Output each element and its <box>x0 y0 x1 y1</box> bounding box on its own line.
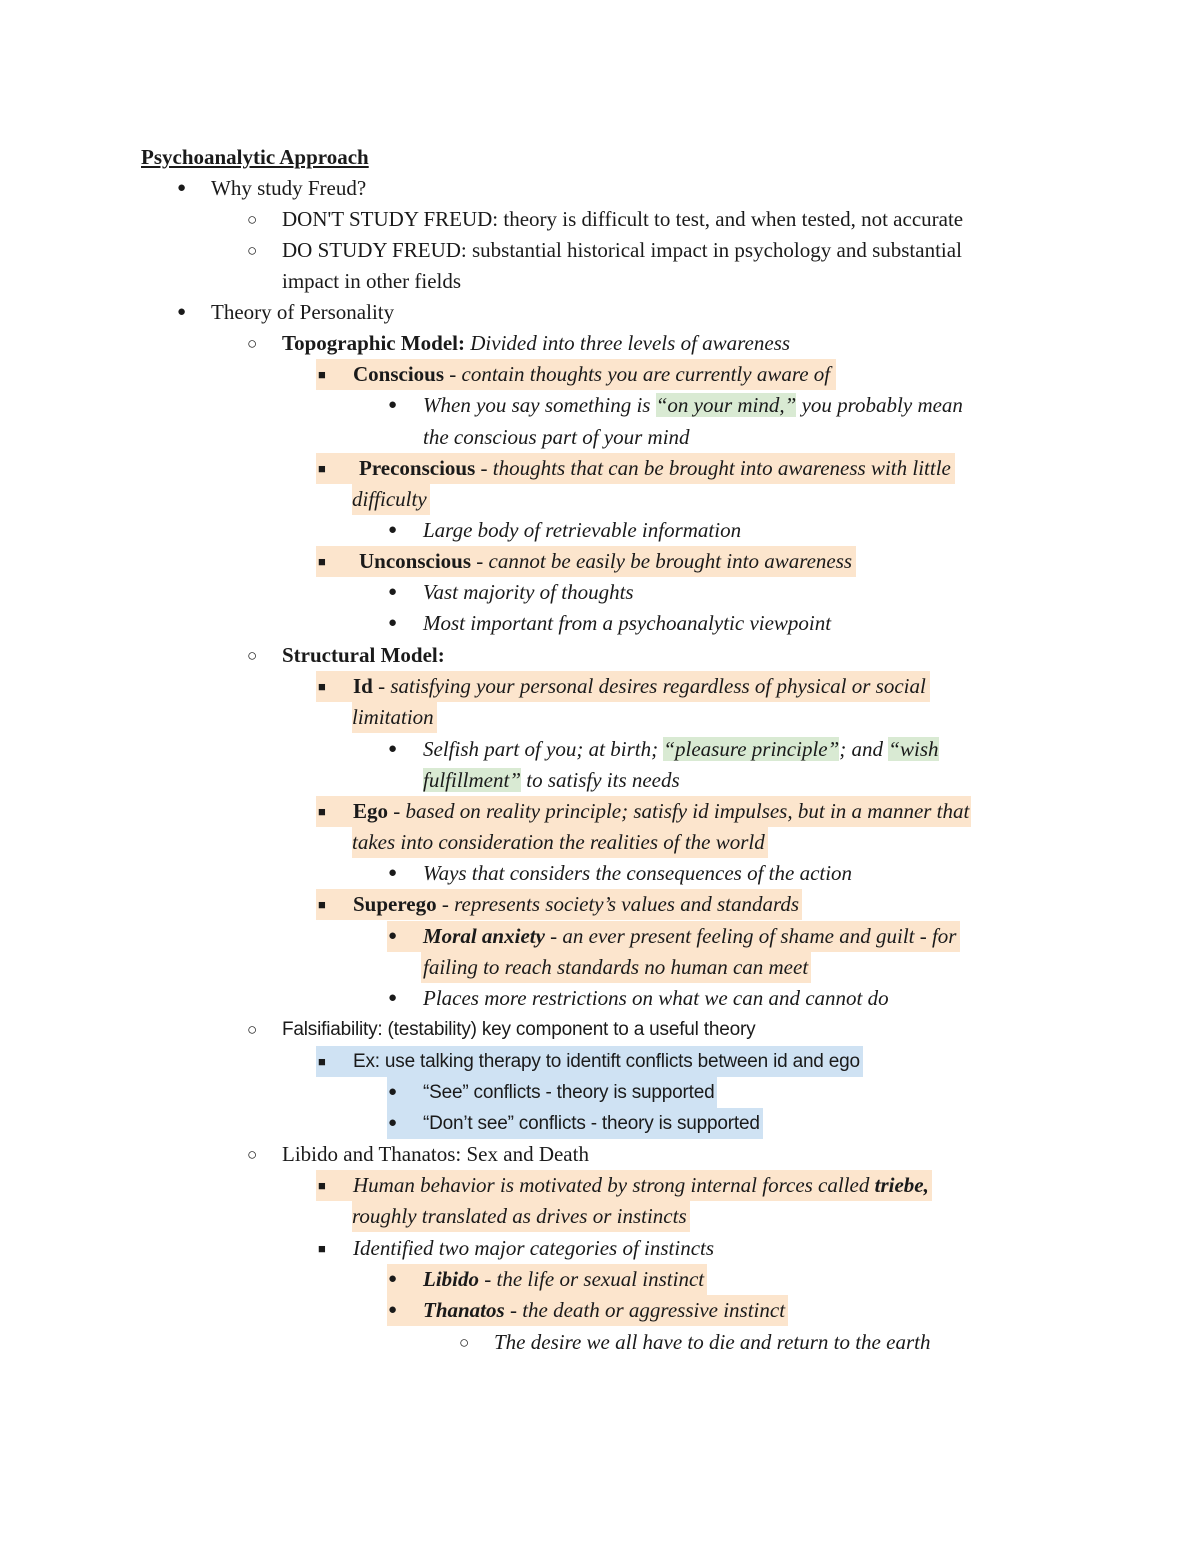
bullet-square-icon: ■ <box>318 367 326 382</box>
bullet-square-icon: ■ <box>318 461 326 476</box>
list-item-continuation: takes into consideration the realities of the world <box>352 827 768 858</box>
list-item: Identified two major categories of instincts <box>353 1236 715 1260</box>
list-item: Most important from a psychoanalytic viewpoint <box>423 611 832 635</box>
list-item: “See” conflicts - theory is supported <box>387 1077 717 1108</box>
bullet-disc-icon: ● <box>388 1271 398 1287</box>
list-item: DON'T STUDY FREUD: theory is difficult to test, and when tested, not accurate <box>282 207 964 231</box>
bullet-disc-icon: ● <box>388 615 398 631</box>
bullet-circle-icon: ○ <box>247 646 258 665</box>
list-item: Ego - based on reality principle; satisfy id impulses, but in a manner that <box>316 796 971 827</box>
bullet-circle-icon: ○ <box>247 210 258 229</box>
bullet-disc-icon: ● <box>388 1084 398 1100</box>
list-item: Libido - the life or sexual instinct <box>387 1264 707 1295</box>
bullet-disc-icon: ● <box>388 1302 398 1318</box>
list-item: Ways that considers the consequences of the action <box>423 861 853 885</box>
list-item: Structural Model: <box>282 643 445 667</box>
bullet-circle-icon: ○ <box>247 1145 258 1164</box>
page-title: Psychoanalytic Approach <box>141 145 369 169</box>
bullet-square-icon: ■ <box>318 1178 326 1193</box>
bullet-circle-icon: ○ <box>247 241 258 260</box>
list-item: Large body of retrievable information <box>423 518 742 542</box>
list-item: Conscious - contain thoughts you are currently aware of <box>316 359 836 390</box>
list-item-continuation: failing to reach standards no human can meet <box>421 952 811 983</box>
bullet-circle-icon: ○ <box>459 1333 470 1352</box>
bullet-circle-icon: ○ <box>247 1020 258 1039</box>
list-item-continuation: difficulty <box>352 484 430 515</box>
list-item: Falsifiability: (testability) key component to a useful theory <box>282 1019 756 1040</box>
bullet-disc-icon: ● <box>388 865 398 881</box>
bullet-disc-icon: ● <box>388 990 398 1006</box>
list-item: DO STUDY FREUD: substantial historical impact in psychology and substantial <box>282 238 962 262</box>
bullet-disc-icon: ● <box>388 584 398 600</box>
list-item: Moral anxiety - an ever present feeling of shame and guilt - for <box>387 921 960 952</box>
bullet-square-icon: ■ <box>318 554 326 569</box>
list-item: Id - satisfying your personal desires regardless of physical or social <box>316 671 930 702</box>
bullet-disc-icon: ● <box>388 1115 398 1131</box>
list-item-continuation: limitation <box>352 702 437 733</box>
list-item: Places more restrictions on what we can and cannot do <box>423 986 889 1010</box>
bullet-square-icon: ■ <box>318 679 326 694</box>
bullet-disc-icon: ● <box>388 397 398 413</box>
bullet-circle-icon: ○ <box>247 334 258 353</box>
bullet-disc-icon: ● <box>388 522 398 538</box>
list-item: Preconscious - thoughts that can be brought into awareness with little <box>316 453 955 484</box>
list-item: Superego - represents society’s values and standards <box>316 889 802 920</box>
list-item: Vast majority of thoughts <box>423 580 634 604</box>
list-item: Thanatos - the death or aggressive instinct <box>387 1295 788 1326</box>
list-item-continuation: impact in other fields <box>282 269 462 293</box>
bullet-disc-icon: ● <box>388 741 398 757</box>
list-item: Unconscious - cannot be easily be brought into awareness <box>316 546 856 577</box>
bullet-disc-icon: ● <box>177 304 187 320</box>
bullet-square-icon: ■ <box>318 897 326 912</box>
list-item: Theory of Personality <box>211 300 395 324</box>
list-item: Topographic Model: Divided into three levels of awareness <box>282 331 791 355</box>
bullet-square-icon: ■ <box>318 1241 326 1256</box>
list-item-continuation: roughly translated as drives or instincts <box>352 1201 690 1232</box>
list-item: Human behavior is motivated by strong internal forces called triebe, <box>316 1170 932 1201</box>
list-item: Why study Freud? <box>211 176 367 200</box>
list-item: Selfish part of you; at birth; “pleasure principle”; and “wish <box>423 737 939 761</box>
list-item: “Don’t see” conflicts - theory is supported <box>387 1108 763 1139</box>
list-item: Ex: use talking therapy to identift conflicts between id and ego <box>316 1046 863 1077</box>
list-item: The desire we all have to die and return to the earth <box>494 1330 931 1354</box>
list-item: Libido and Thanatos: Sex and Death <box>282 1142 589 1166</box>
bullet-square-icon: ■ <box>318 804 326 819</box>
list-item: When you say something is “on your mind,” you probably mean <box>423 393 963 417</box>
bullet-square-icon: ■ <box>318 1054 326 1069</box>
bullet-disc-icon: ● <box>177 180 187 196</box>
list-item-continuation: fulfillment” to satisfy its needs <box>423 768 680 792</box>
list-item-continuation: the conscious part of your mind <box>423 425 690 449</box>
bullet-disc-icon: ● <box>388 928 398 944</box>
